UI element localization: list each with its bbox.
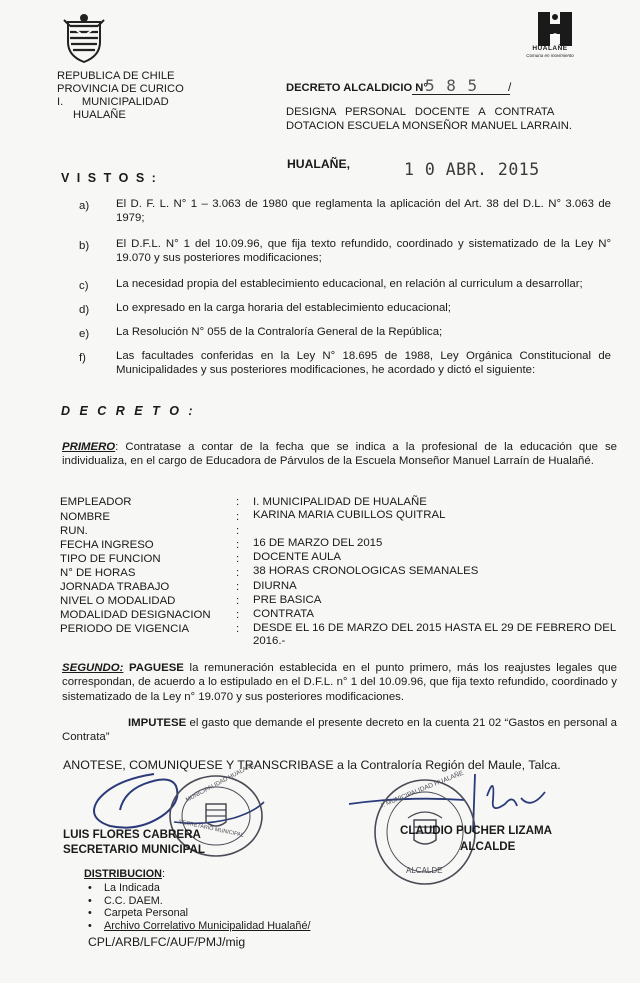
primero-text: : Contratase a contar de la fecha que se indica a la profesional de la educación que se individualiza, en el cargo de Educadora de Párvulos de la Escuela Monseñor Manuel Larraín de Hualañé. (62, 441, 617, 468)
field-label: JORNADA TRABAJO (60, 581, 170, 593)
field-value: CONTRATA (253, 608, 314, 620)
visto-text: La necesidad propia del establecimiento educacional, en relación al curriculum a desarrollar; (116, 278, 583, 290)
field-colon: : (236, 553, 240, 565)
visto-text: El D.F.L. N° 1 del 10.09.96, que fija texto refundido, coordinado y sistematizado de la Ley N° 19.070 y sus posteriores modificaciones; (116, 238, 611, 264)
header-country: REPUBLICA DE CHILE (57, 70, 175, 82)
right-seal-text: I. MUNICIPALIDAD HUALAÑE (379, 769, 465, 810)
imputese-text: el gasto que demande el presente decreto en la cuenta 21 02 “Gastos en personal a Contrata” (62, 717, 617, 744)
field-label: NOMBRE (60, 511, 110, 523)
decree-label: DECRETO ALCALDICIO N° (286, 82, 428, 94)
distribucion-list (88, 882, 310, 932)
list-item: • Carpeta Personal (88, 907, 310, 920)
field-value: 38 HORAS CRONOLOGICAS SEMANALES (253, 565, 479, 577)
distribucion-colon: : (162, 868, 165, 880)
list-item: • C.C. DAEM. (88, 895, 310, 908)
field-value: 16 DE MARZO DEL 2015 (253, 537, 383, 549)
field-label: EMPLEADOR (60, 496, 132, 508)
decree-number-line (412, 94, 510, 95)
header-commune: HUALAÑE (73, 109, 126, 121)
primero-paragraph (62, 440, 617, 469)
visto-text: Lo expresado en la carga horaria del establecimiento educacional; (116, 302, 451, 314)
place-label: HUALAÑE, (287, 157, 350, 171)
segundo-text: la remuneración establecida en el punto primero, más los reajustes legales que correspondan, de acuerdo a lo estipulado en el D.F.L. n° 1 del 10.09.96, que fija texto refundido, coordinado y sistematizado de la Ley n° 19.070 y sus posteriores modificaciones. (62, 662, 618, 703)
visto-text: El D. F. L. N° 1 – 3.063 de 1980 que reglamenta la aplicación del Art. 38 del D.L. N° 3.063 de 1979; (116, 198, 611, 224)
visto-letter: f) (79, 352, 86, 364)
logo-slogan: Comuna en movimiento (526, 53, 574, 58)
right-signer-name: CLAUDIO PUCHER LIZAMA (400, 824, 552, 837)
visto-letter: d) (79, 304, 90, 316)
field-label: N° DE HORAS (60, 567, 136, 579)
field-value: DOCENTE AULA (253, 551, 341, 563)
visto-text: Las facultades conferidas en la Ley N° 18.695 de 1988, Ley Orgánica Constitucional de Municipalidades y sus posteriores modificaciones, he acordado y dictó el siguiente: (116, 350, 611, 376)
visto-text: La Resolución N° 055 de la Contraloría General de la República; (116, 326, 443, 338)
header-municipality: I. MUNICIPALIDAD (57, 96, 169, 108)
field-value: KARINA MARIA CUBILLOS QUITRAL (253, 509, 446, 521)
anotese-line: ANOTESE, COMUNIQUESE Y TRANSCRIBASE a la Contraloría Región del Maule, Talca. (63, 758, 561, 772)
segundo-keyword: PAGUESE (129, 662, 184, 674)
right-seal-bottom-text: ALCALDE (406, 866, 443, 875)
left-seal-text: MUNICIPALIDAD HUALAÑE (185, 762, 256, 804)
decree-number: 5 8 5 (425, 76, 479, 95)
field-colon: : (236, 511, 240, 523)
field-value: DIURNA (253, 580, 297, 592)
left-seal-bottom-text: SECRETARIO MUNICIPAL (178, 819, 245, 839)
field-label: FECHA INGRESO (60, 539, 154, 551)
field-colon: : (236, 623, 240, 635)
list-item: • Archivo Correlativo Municipalidad Hualañé/ (88, 920, 310, 933)
right-signer-title: ALCALDE (460, 840, 516, 853)
field-colon: : (236, 539, 240, 551)
date-stamp: 1 0 ABR. 2015 (404, 160, 540, 179)
imputese-keyword: IMPUTESE (128, 717, 187, 729)
field-colon: : (236, 525, 240, 537)
left-signer-name: LUIS FLORES CABRERA (63, 828, 201, 841)
visto-letter: a) (79, 200, 90, 212)
field-colon: : (236, 567, 240, 579)
visto-letter: e) (79, 328, 90, 340)
list-item: • La Indicada (88, 882, 310, 895)
distribucion-heading: DISTRIBUCION (84, 868, 162, 880)
field-colon: : (236, 609, 240, 621)
field-value: DESDE EL 16 DE MARZO DEL 2015 HASTA EL 29 DE FEBRERO DEL 2016.- (253, 622, 616, 647)
field-label: RUN. (60, 525, 88, 537)
primero-label: PRIMERO (62, 441, 116, 453)
segundo-label: SEGUNDO: (62, 662, 124, 674)
field-value: PRE BASICA (253, 594, 322, 606)
field-value: I. MUNICIPALIDAD DE HUALAÑE (253, 496, 427, 508)
field-colon: : (236, 595, 240, 607)
subject-line-2: DOTACION ESCUELA MONSEÑOR MANUEL LARRAIN. (286, 120, 572, 132)
header-province: PROVINCIA DE CURICO (57, 83, 184, 95)
initials-line: CPL/ARB/LFC/AUF/PMJ/mig (88, 935, 246, 949)
segundo-paragraph (62, 661, 617, 704)
visto-letter: c) (79, 280, 89, 292)
field-label: TIPO DE FUNCION (60, 553, 161, 565)
decree-slash: / (508, 80, 512, 94)
field-colon: : (236, 581, 240, 593)
visto-letter: b) (79, 240, 90, 252)
field-colon: : (236, 496, 240, 508)
subject-line-1: DESIGNA PERSONAL DOCENTE A CONTRATA (286, 106, 555, 118)
decreto-heading: D E C R E T O : (61, 404, 196, 418)
field-label: PERIODO DE VIGENCIA (60, 623, 190, 635)
field-label: MODALIDAD DESIGNACION (60, 609, 211, 621)
chile-coat-of-arms-icon (62, 12, 106, 64)
left-signer-title: SECRETARIO MUNICIPAL (63, 843, 205, 856)
vistos-heading: V I S T O S : (61, 171, 158, 185)
logo-name: HUALAÑE (532, 45, 568, 52)
field-label: NIVEL O MODALIDAD (60, 595, 176, 607)
imputese-paragraph (62, 716, 617, 745)
